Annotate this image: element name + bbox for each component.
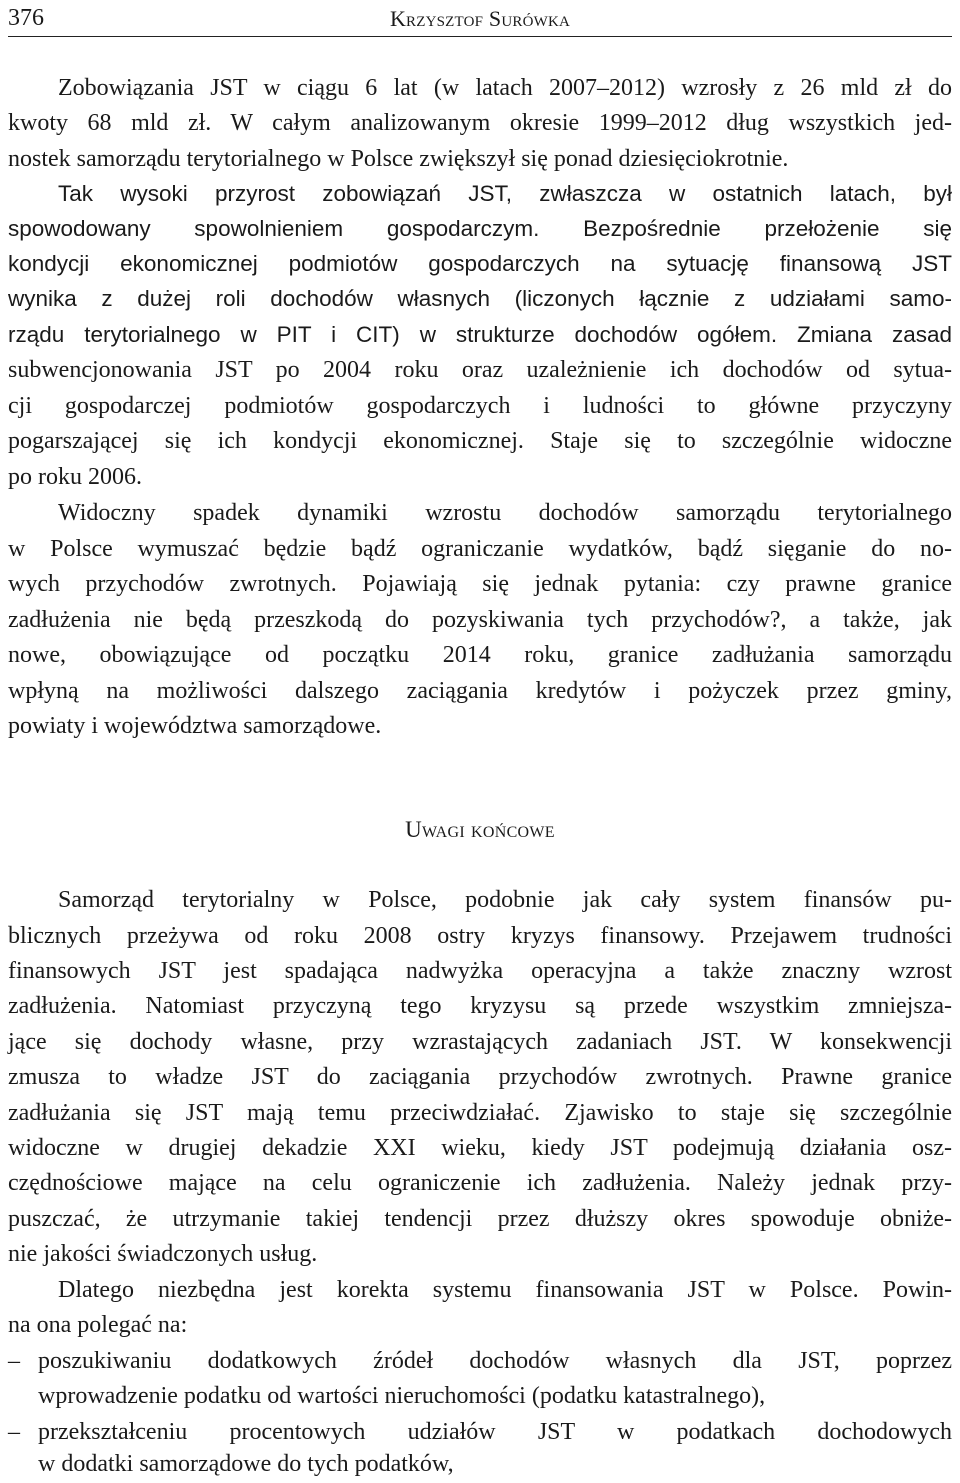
page-number: 376 — [8, 5, 44, 31]
text-line: puszczać, że utrzymanie takiej tendencji przez dłuższy okres spowoduje obniże- — [8, 1206, 952, 1232]
list-item-text: wprowadzenie podatku od wartości nieruchomości (podatku katastralnego), — [38, 1383, 766, 1409]
text-line: po roku 2006. — [8, 464, 142, 490]
text-line: wpłyną na możliwości dalszego zaciągania kredytów i pożyczek przez gminy, — [8, 678, 952, 704]
text-line: zadłużenia. Natomiast przyczyną tego kryzysu są przede wszystkim zmniejsza- — [8, 993, 952, 1019]
text-line: nie jakości świadczonych usług. — [8, 1241, 318, 1267]
text-line: cji gospodarczej podmiotów gospodarczych i ludności to główne przyczyny — [8, 393, 952, 419]
text-line: czędnościowe mające na celu ograniczenie ich zadłużenia. Należy jednak przy- — [8, 1170, 952, 1196]
text-line: rządu terytorialnego w PIT i CIT) w strukturze dochodów ogółem. Zmiana zasad — [8, 322, 952, 347]
text-line: spowodowany spowolnieniem gospodarczym. Bezpośrednie przełożenie się — [8, 216, 952, 241]
text-line: Tak wysoki przyrost zobowiązań JST, zwłaszcza w ostatnich latach, był — [58, 181, 952, 206]
text-line: Zobowiązania JST w ciągu 6 lat (w latach 2007–2012) wzrosły z 26 mld zł do — [58, 75, 952, 101]
list-bullet: – — [8, 1348, 20, 1374]
text-line: widoczne w drugiej dekadzie XXI wieku, kiedy JST podejmują działania osz- — [8, 1135, 952, 1161]
text-line: finansowych JST jest spadająca nadwyżka operacyjna a także znaczny wzrost — [8, 958, 952, 984]
text-line: zadłużania się JST mają temu przeciwdziałać. Zjawisko to staje się szczególnie — [8, 1100, 952, 1126]
text-line: Widoczny spadek dynamiki wzrostu dochodów samorządu terytorialnego — [58, 500, 952, 526]
list-item-text: poszukiwaniu dodatkowych źródeł dochodów własnych dla JST, poprzez — [38, 1348, 952, 1374]
text-line: zmusza to władze JST do zaciągania przychodów zwrotnych. Prawne granice — [8, 1064, 952, 1090]
text-line: nowe, obowiązujące od początku 2014 roku, granice zadłużania samorządu — [8, 642, 952, 668]
text-line: kwoty 68 mld zł. W całym analizowanym okresie 1999–2012 dług wszystkich jed- — [8, 110, 952, 136]
text-line: Samorząd terytorialny w Polsce, podobnie jak cały system finansów pu- — [58, 887, 952, 913]
text-line: powiaty i województwa samorządowe. — [8, 713, 382, 739]
text-line: w Polsce wymuszać będzie bądź ograniczanie wydatków, bądź sięganie do no- — [8, 536, 952, 562]
list-bullet: – — [8, 1419, 20, 1445]
text-line: wynika z dużej roli dochodów własnych (liczonych łącznie z udziałami samo- — [8, 286, 952, 311]
text-line: jące się dochody własne, przy wzrastających zadaniach JST. W konsekwencji — [8, 1029, 952, 1055]
text-line: Dlatego niezbędna jest korekta systemu finansowania JST w Polsce. Powin- — [58, 1277, 952, 1303]
text-line: na ona polegać na: — [8, 1312, 188, 1338]
text-line: kondycji ekonomicznej podmiotów gospodarczych na sytuację finansową JST — [8, 251, 952, 276]
text-line: blicznych przeżywa od roku 2008 ostry kryzys finansowy. Przejawem trudności — [8, 923, 952, 949]
text-line: nostek samorządu terytorialnego w Polsce zwiększył się ponad dziesięciokrotnie. — [8, 146, 789, 172]
text-line: zadłużenia nie będą przeszkodą do pozyskiwania tych przychodów?, a także, jak — [8, 607, 952, 633]
page-header — [8, 0, 952, 37]
running-head: Krzysztof Surówka — [389, 6, 571, 31]
text-line: subwencjonowania JST po 2004 roku oraz uzależnienie ich dochodów od sytua- — [8, 357, 952, 383]
list-item-text: przekształceniu procentowych udziałów JST w podatkach dochodowych — [38, 1419, 952, 1445]
text-line: pogarszającej się ich kondycji ekonomicznej. Staje się to szczególnie widoczne — [8, 428, 952, 454]
text-line: wych przychodów zwrotnych. Pojawiają się jednak pytania: czy prawne granice — [8, 571, 952, 597]
section-heading: Uwagi końcowe — [405, 817, 555, 842]
list-item-text: w dodatki samorządowe do tych podatków, — [38, 1451, 454, 1477]
